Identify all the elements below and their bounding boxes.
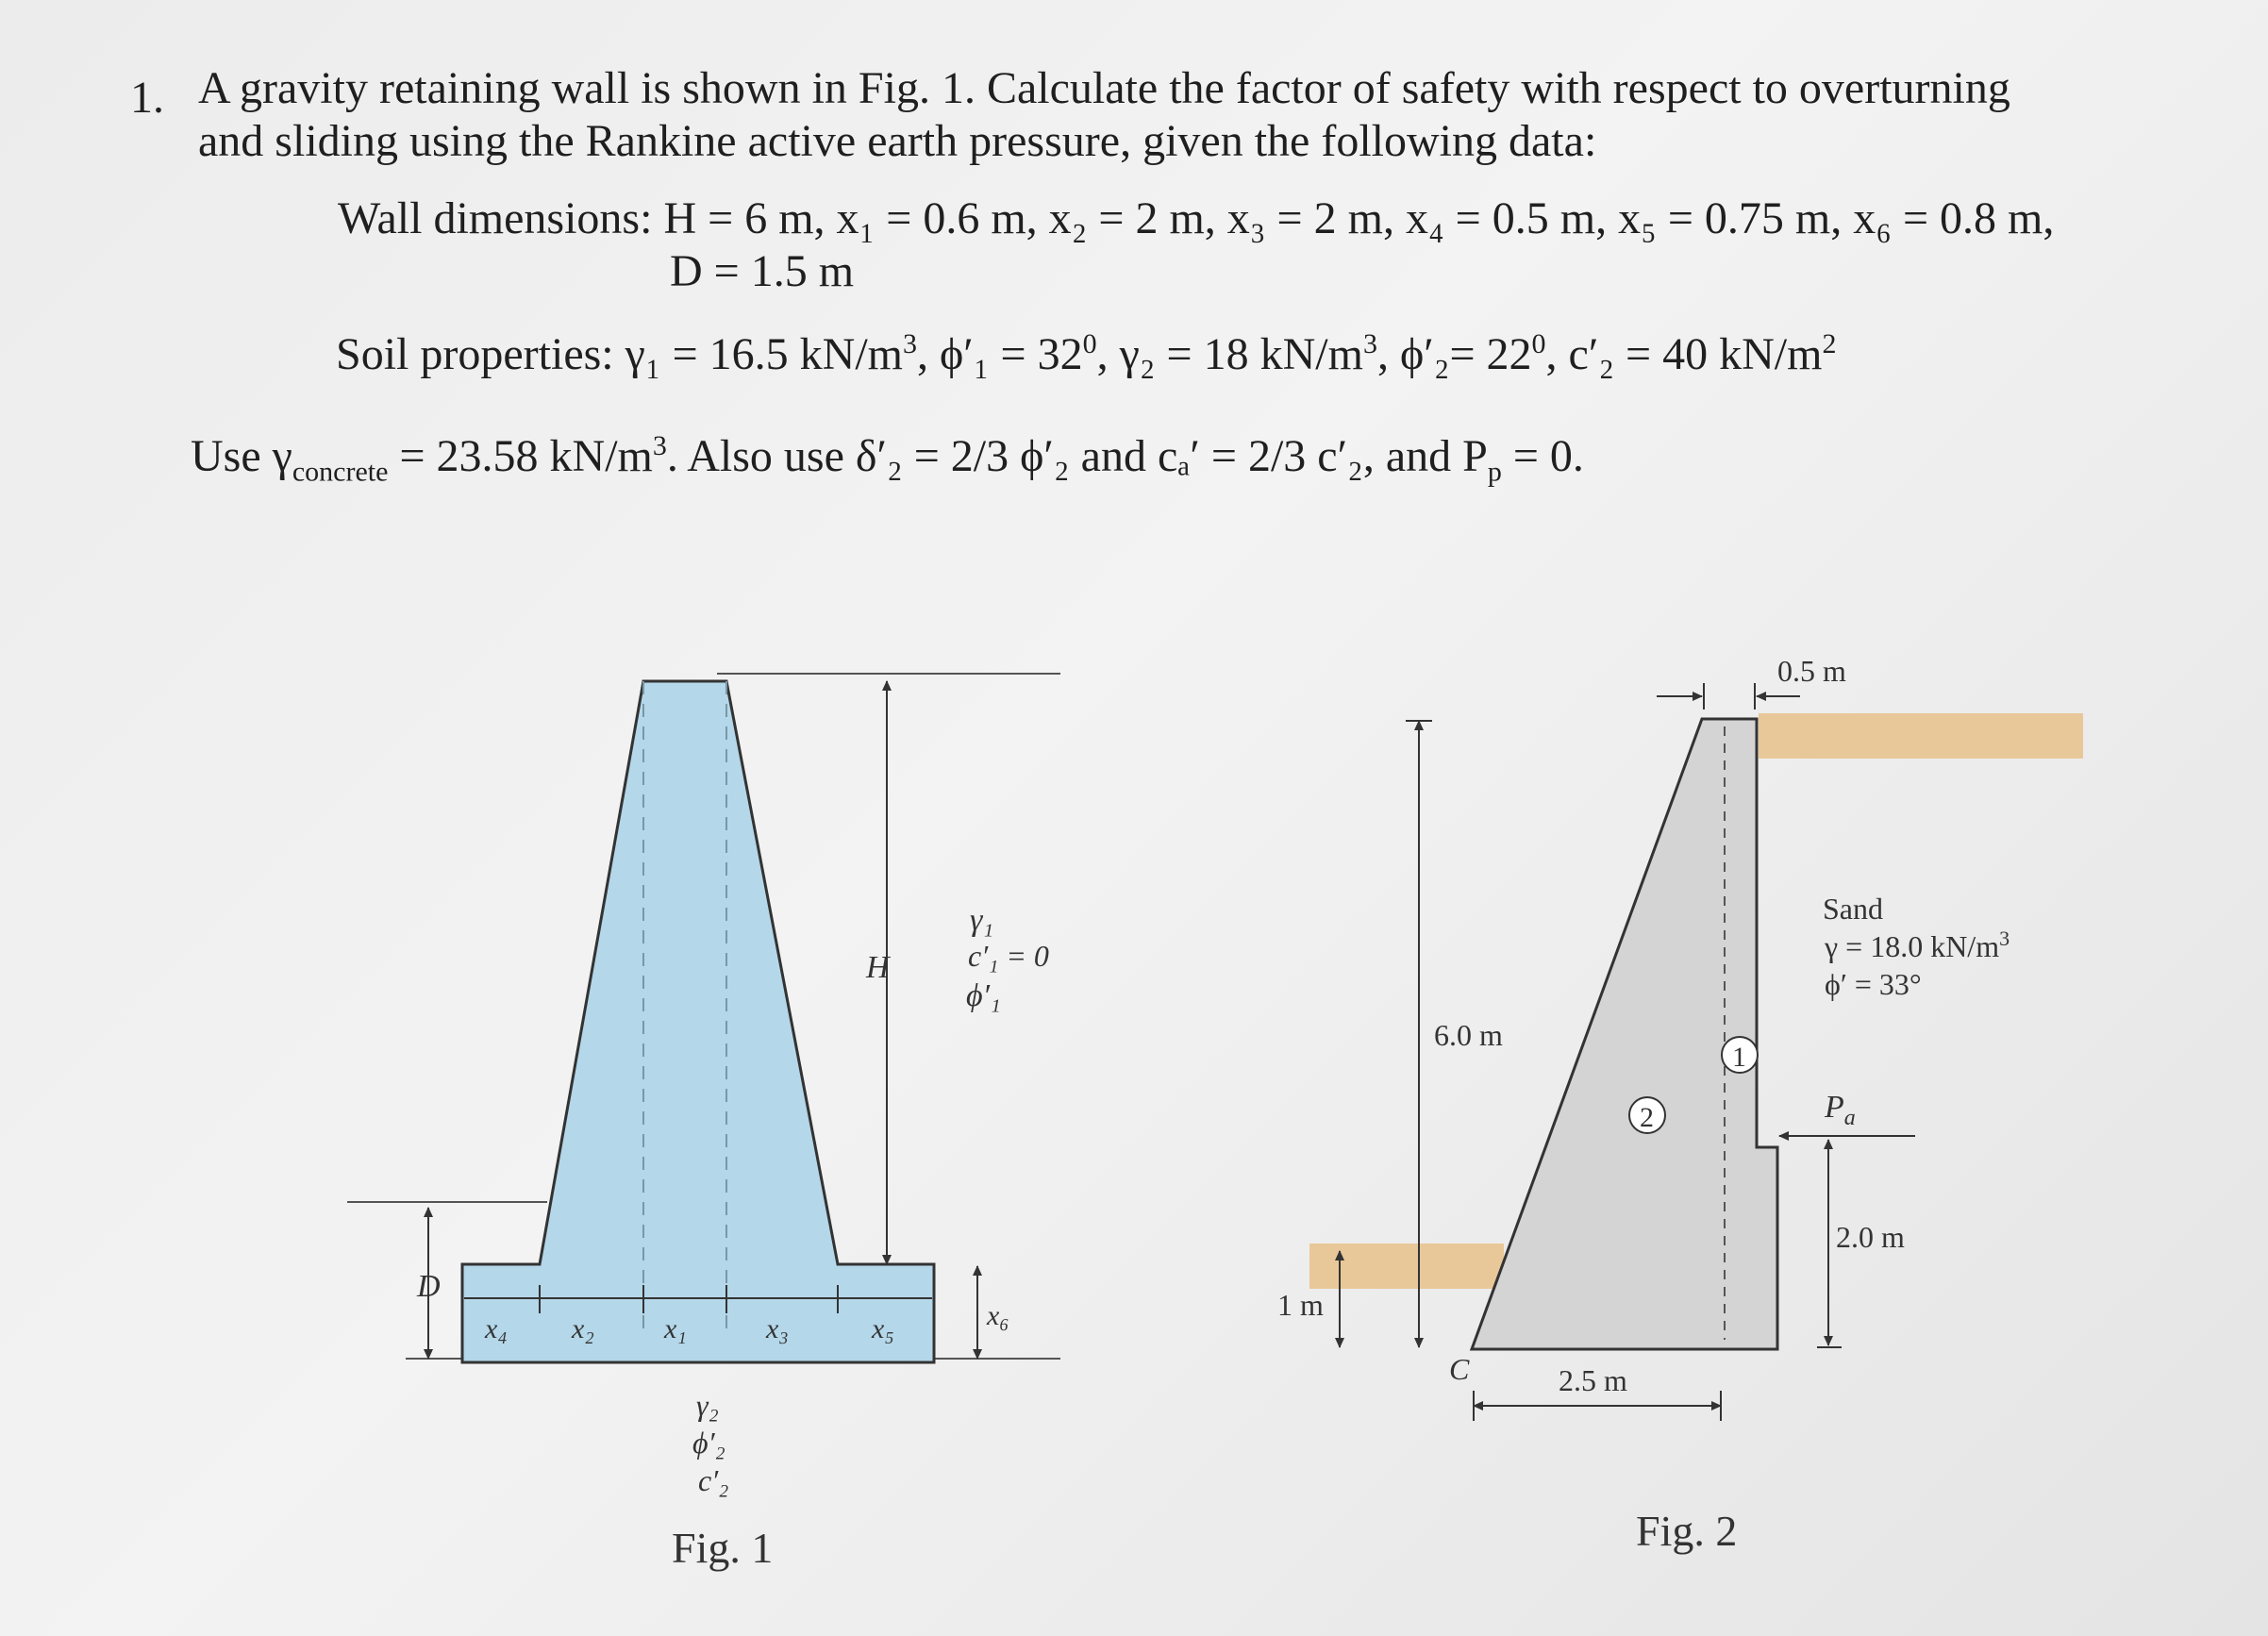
wall-dimensions-label: Wall dimensions:: [338, 193, 653, 243]
fig1-label-gamma2: γ₂: [696, 1388, 719, 1422]
fig1-label-x2: x₂: [572, 1313, 594, 1344]
sup: 2: [1822, 328, 1837, 359]
fig1-label-x4: x₄: [485, 1313, 508, 1344]
fig2-zone1-label: 1: [1732, 1042, 1746, 1073]
fig2-retaining-wall: [1472, 719, 1777, 1349]
soil-phi1: , ϕ′₁ = 32: [917, 329, 1083, 379]
fig1-caption: Fig. 1: [672, 1524, 774, 1572]
fig2-Pa-sub: a: [1843, 1106, 1856, 1130]
fig2-gamma-sup: 3: [1999, 927, 2010, 950]
use-text: = 23.58 kN/m: [388, 431, 653, 481]
fig2-caption: Fig. 2: [1636, 1507, 1738, 1555]
fig2: [1277, 654, 2083, 1555]
fig2-label-C: C: [1449, 1352, 1470, 1386]
fig1-label-H: H: [866, 950, 890, 985]
fig1: [347, 674, 1060, 1572]
soil-c2: , c′₂ = 40 kN/m: [1545, 329, 1823, 379]
fig2-label-sand: Sand: [1823, 892, 1883, 926]
soil-gamma2: , γ₂ = 18 kN/m: [1096, 329, 1363, 379]
sup: 3: [1362, 328, 1377, 359]
use-text: . Also use δ′₂ = 2/3 ϕ′₂ and cₐ′ = 2/3 c′₂, and P: [666, 431, 1488, 481]
fig2-zone2-label: 2: [1640, 1102, 1654, 1133]
sup: 3: [903, 328, 917, 359]
fig1-label-D: D: [417, 1269, 441, 1304]
fig2-label-top-width: 0.5 m: [1777, 654, 1846, 688]
fig2-label-arm: 2.0 m: [1836, 1220, 1905, 1254]
fig1-label-phi1: ϕ′₁: [966, 978, 1001, 1013]
fig2-gamma-text: γ = 18.0 kN/m: [1825, 929, 2000, 963]
use-text: Use γ: [191, 431, 292, 481]
fig2-label-phi: ϕ′ = 33°: [1825, 967, 1922, 1001]
problem-statement-line2: and sliding using the Rankine active earth pressure, given the following data:: [198, 116, 1597, 166]
fig2-backfill-soil: [1759, 713, 2083, 759]
problem-statement-line1: A gravity retaining wall is shown in Fig. 1. Calculate the factor of safety with respect to overturning: [198, 63, 2010, 113]
fig1-label-x5: x₅: [872, 1313, 894, 1344]
soil-phi2: , ϕ′₂= 22: [1376, 329, 1532, 379]
wall-dimensions-values: H = 6 m, x₁ = 0.6 m, x₂ = 2 m, x₃ = 2 m, x₄ = 0.5 m, x₅ = 0.75 m, x₆ = 0.8 m,: [663, 193, 2055, 243]
fig2-label-gamma: [1824, 927, 2010, 963]
fig1-label-c1: c′₁ = 0: [968, 939, 1049, 973]
fig1-label-x3: x₃: [766, 1313, 789, 1344]
fig1-label-c2: c′₂: [698, 1463, 729, 1497]
soil-gamma1: γ₁ = 16.5 kN/m: [625, 329, 903, 379]
fig2-front-soil: [1309, 1244, 1504, 1289]
sub: concrete: [292, 456, 389, 488]
wall-dimensions-d: D = 1.5 m: [670, 246, 855, 296]
fig1-label-x1: x₁: [664, 1313, 687, 1344]
use-text: = 0.: [1501, 431, 1584, 481]
sup: 0: [1082, 328, 1097, 359]
sub: p: [1487, 456, 1502, 488]
fig1-label-gamma1: γ₁: [970, 903, 994, 938]
sup: 0: [1531, 328, 1546, 359]
fig1-label-x6: x₆: [987, 1300, 1009, 1331]
fig1-label-phi2: ϕ′₂: [692, 1426, 725, 1460]
fig2-label-height: 6.0 m: [1434, 1018, 1503, 1052]
fig2-label-embed: 1 m: [1277, 1288, 1324, 1322]
fig2-label-base: 2.5 m: [1559, 1363, 1627, 1397]
fig2-label-Pa: [1824, 1090, 1856, 1130]
problem-number: 1.: [130, 73, 164, 123]
sup: 3: [652, 430, 667, 461]
fig2-Pa-text: P: [1825, 1090, 1844, 1125]
soil-properties-label: Soil properties:: [336, 329, 614, 379]
fig1-gravity-wall: [462, 681, 934, 1362]
